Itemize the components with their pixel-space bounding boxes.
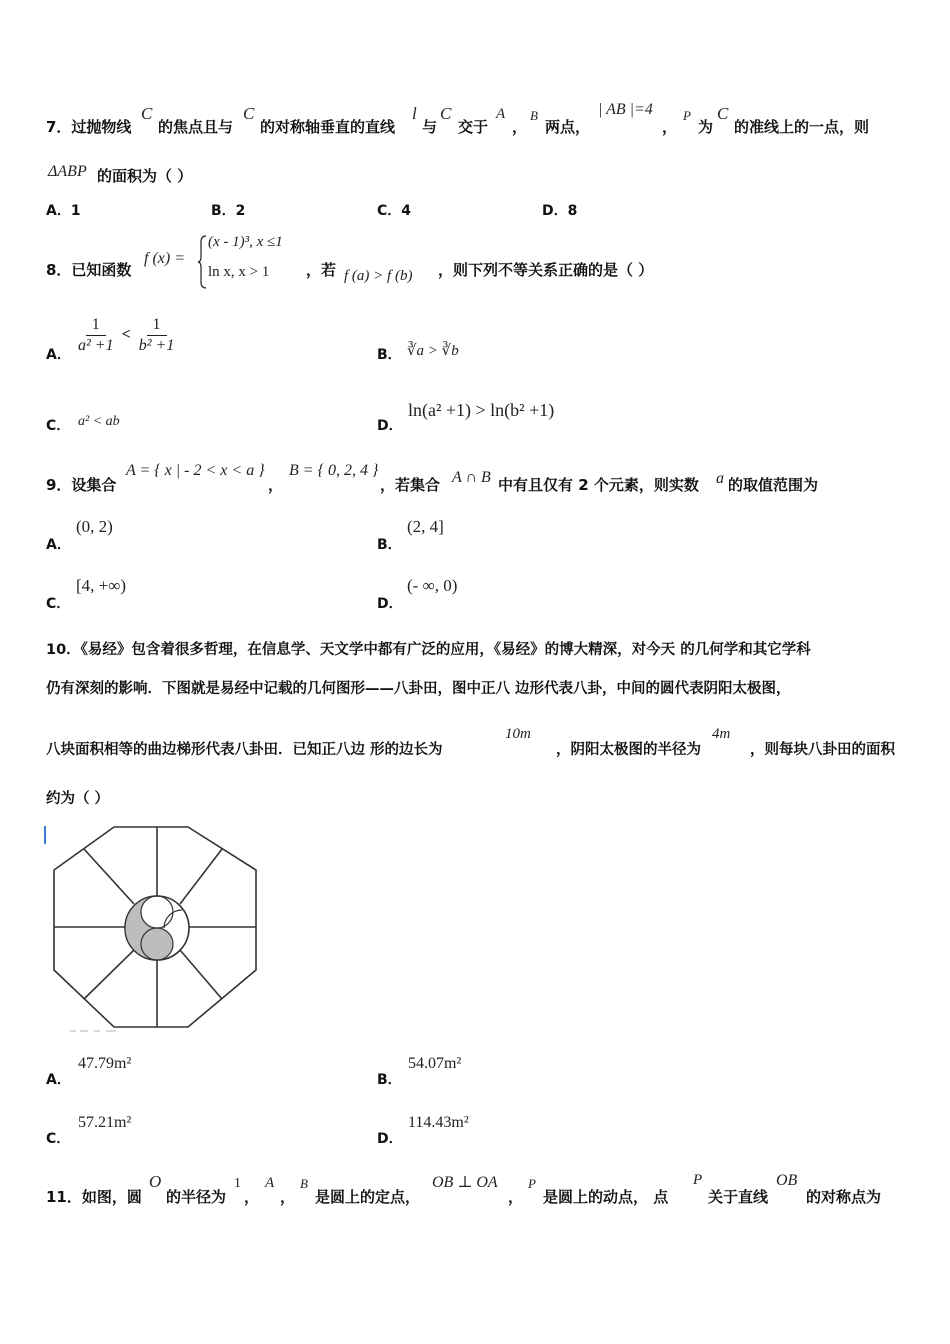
q9-set-b: B = { 0, 2, 4 } [289, 462, 379, 479]
q11-text-6: 的对称点为 [806, 1188, 882, 1206]
q10-line-4: 约为（ ） [46, 791, 110, 807]
q7-text-3: 的对称轴垂直的直线 [260, 118, 396, 136]
q9-option-b-label: B． [377, 537, 402, 553]
q9-set-a: A = { x | - 2 < x < a } [126, 462, 265, 479]
q11-line-OB: OB [776, 1172, 798, 1189]
q11-comma: ， [508, 1188, 524, 1206]
q7-text-5: 交于 [458, 118, 489, 136]
q8-option-d-label: D． [377, 418, 403, 434]
q7-var-l: l [412, 104, 417, 123]
q7-option-d: D．8 [542, 203, 578, 219]
q7-option-a: A．1 [46, 203, 81, 219]
yin-yang-symbol [125, 896, 189, 960]
q10-line-3a: 八块面积相等的曲边梯形代表八卦田．已知正八边 形的边长为 [46, 742, 443, 758]
q7-text-4: 与 [422, 118, 438, 136]
q10-line-3b: ，阴阳太极图的半径为 [556, 742, 701, 758]
q7-ab-length: | AB |=4 [598, 101, 653, 118]
q10-radius: 4m [712, 726, 731, 742]
q7-var-C: C [717, 104, 729, 123]
q10-option-c-value: 57.21m² [78, 1114, 132, 1131]
q8-a-numerator-1: 1 [86, 316, 106, 336]
q11-var-P: P [693, 1172, 703, 1188]
q10-option-b-value: 54.07m² [408, 1055, 462, 1072]
q8-a-less-than: < [121, 326, 131, 344]
faint-marks [70, 1030, 116, 1032]
q8-case-2: ln x, x > 1 [208, 264, 270, 280]
q10-option-d-label: D． [377, 1131, 403, 1147]
q8-brace [198, 234, 208, 290]
q7-triangle: ΔABP [48, 163, 87, 180]
q9-option-b-value: (2, 4] [407, 517, 444, 536]
q9-var-a: a [716, 470, 724, 487]
q7-text-1: 7．过抛物线 [46, 118, 132, 136]
q11-text-3: 是圆上的定点， [315, 1188, 421, 1206]
q10-option-a-value: 47.79m² [78, 1055, 132, 1072]
q11-var-O: O [149, 1172, 162, 1191]
q7-var-C: C [243, 104, 255, 123]
q10-option-c-label: C． [46, 1131, 71, 1147]
q11-comma: ， [244, 1188, 260, 1206]
q8-option-a-value [76, 316, 176, 355]
q9-intersection: A ∩ B [452, 469, 491, 486]
q11-var-A: A [265, 1175, 275, 1191]
q11-radius-value: 1 [234, 1176, 241, 1191]
q8-option-c-value: a² < ab [78, 414, 120, 429]
divider-line [84, 849, 134, 904]
divider-line [84, 950, 134, 999]
q11-text-4: 是圆上的动点， 点 [543, 1188, 669, 1206]
figure-marker [44, 826, 46, 844]
q7-text-7: 为 [698, 118, 714, 136]
q10-option-a-label: A． [46, 1072, 71, 1088]
q9-text-1: 9．设集合 [46, 476, 117, 494]
q7-var-A: A [496, 106, 506, 122]
q10-side-length: 10m [505, 726, 531, 742]
q11-comma: ， [280, 1188, 296, 1206]
q8-text-2: ，若 [306, 261, 337, 279]
q7-var-P: P [683, 108, 691, 123]
q7-comma: ， [512, 118, 528, 136]
q11-text-1: 11．如图，圆 [46, 1188, 142, 1206]
q7-var-C: C [440, 104, 452, 123]
q8-a-numerator-2: 1 [147, 316, 167, 336]
q10-line-1: 10．《易经》包含着很多哲理，在信息学、天文学中都有广泛的应用，《易经》的博大精深，对今天 的几何学和其它学科 [46, 642, 811, 658]
q8-case-1: (x - 1)³, x ≤1 [208, 234, 283, 250]
q8-option-d-value: ln(a² +1) > ln(b² +1) [408, 400, 555, 420]
q10-option-b-label: B． [377, 1072, 402, 1088]
q9-option-c-label: C． [46, 596, 71, 612]
q9-text-2: ，若集合 [380, 476, 441, 494]
q10-line-3c: ，则每块八卦田的面积 [750, 742, 895, 758]
q8-option-c-label: C． [46, 418, 71, 434]
q9-option-d-value: (- ∞, 0) [407, 576, 458, 595]
q8-function: f (x) = [144, 250, 185, 267]
q11-perpendicular: OB ⊥ OA [432, 1174, 498, 1191]
q11-text-2: 的半径为 [166, 1188, 227, 1206]
q10-line-2: 仍有深刻的影响．下图就是易经中记载的几何图形——八卦田，图中正八 边形代表八卦，中间的圆代表阴阳太极图， [46, 681, 791, 697]
q7-text-6: 两点， [545, 118, 591, 136]
q8-a-denominator-1: a² +1 [78, 337, 114, 354]
q9-option-a-label: A． [46, 537, 71, 553]
q7-var-C: C [141, 104, 153, 123]
q8-a-denominator-2: b² +1 [138, 337, 175, 354]
q8-option-b-value: ∛a > ∛b [407, 343, 459, 359]
q11-var-B: B [300, 1176, 308, 1191]
divider-line [180, 950, 222, 999]
q7-option-c: C．4 [377, 203, 412, 219]
q7-comma: ， [662, 118, 678, 136]
q8-option-a-label: A． [46, 347, 71, 363]
q8-condition: f (a) > f (b) [344, 268, 413, 284]
q8-option-b-label: B． [377, 347, 402, 363]
q9-option-d-label: D． [377, 596, 403, 612]
divider-line [180, 849, 222, 904]
q9-text-4: 的取值范围为 [728, 476, 819, 494]
q7-option-b: B．2 [211, 203, 246, 219]
q11-var-P: P [528, 1176, 536, 1191]
q9-comma: ， [268, 476, 284, 494]
q10-option-d-value: 114.43m² [408, 1114, 469, 1131]
q9-option-a-value: (0, 2) [76, 517, 113, 536]
q9-text-3: 中有且仅有 2 个元素，则实数 [498, 476, 699, 494]
q8-text-1: 8．已知函数 [46, 261, 132, 279]
bagua-figure [44, 822, 274, 1037]
q9-option-c-value: [4, +∞) [76, 576, 127, 595]
q7-var-B: B [530, 108, 538, 123]
q7-text-2: 的焦点且与 [158, 118, 234, 136]
q8-text-3: ，则下列不等关系正确的是（ ） [438, 261, 654, 279]
q7-text-9: 的面积为（ ） [97, 167, 193, 185]
q7-text-8: 的准线上的一点，则 [734, 118, 870, 136]
q11-text-5: 关于直线 [708, 1188, 769, 1206]
